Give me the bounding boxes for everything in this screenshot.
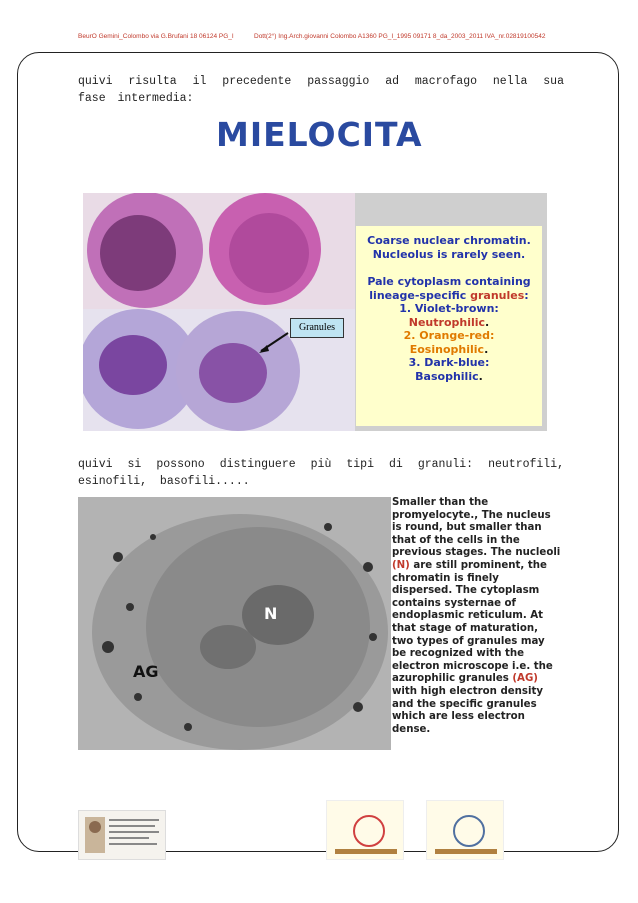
text-line4a: lineage-specific: [369, 288, 471, 302]
em-image: [78, 497, 391, 750]
item2-label: 2. Orange-red:: [403, 329, 495, 342]
text-granules-word: granules: [470, 288, 525, 302]
dot3: .: [478, 369, 483, 383]
text-line1: Coarse nuclear chromatin.: [367, 234, 531, 247]
desc-n-ref: (N): [392, 559, 410, 571]
header-left: BeurO Gemini_Colombo via G.Brufani 18 06124 PG_I: [78, 33, 234, 40]
item1-label: 1. Violet-brown:: [399, 302, 499, 315]
slide2-description: [392, 497, 562, 750]
item2-value: Eosinophilic: [409, 342, 485, 356]
label-ag: AG: [133, 662, 159, 681]
desc-part3: are still prominent, the chromatin is finely dispersed. The cytoplasm contains systernae of endoplasmic reticulum. At that stage of maturation, two types of granules may be recognized with the electron microscope i.e. the azurophilic granules: [392, 559, 553, 685]
header-right: Dott(2°) Ing.Arch.giovanni Colombo A1360 PG_I_1995 09171 8_da_2003_2011 IVA_nr.02819100542: [254, 33, 546, 40]
stamp-1: [326, 800, 404, 860]
item3-label: 3. Dark-blue:: [408, 356, 490, 369]
item1-value: Neutrophilic: [408, 315, 486, 329]
electron-micrograph: [78, 497, 391, 750]
text-line2: Nucleolus is rarely seen.: [372, 247, 526, 261]
intro-paragraph: quivi risulta il precedente passaggio ad macrofago nella sua fase intermedia:: [78, 75, 564, 105]
mid-paragraph: quivi si possono distinguere più tipi di granuli: neutrofili, esinofili, basofili.....: [78, 458, 564, 488]
dot1: .: [485, 315, 490, 329]
label-n: N: [264, 604, 278, 623]
business-card-image: [78, 810, 166, 860]
desc-ag-ref: (AG): [512, 673, 538, 685]
desc-part5: with high electron density and the specific granules which are less electron dense.: [392, 685, 543, 735]
card-art: [79, 811, 165, 859]
stamp-2: [426, 800, 504, 860]
granules-label: Granules: [290, 318, 344, 338]
item3-value: Basophilic: [415, 369, 479, 383]
slide-title: MIELOCITA: [216, 115, 423, 154]
slide1-description: [356, 226, 542, 426]
text-line3: Pale cytoplasm containing: [367, 275, 531, 288]
desc-part1: Smaller than the promyelocyte., The nucleus is round, but smaller than that of the cells in the previous stages. The nucleoli: [392, 497, 561, 559]
text-colon: :: [524, 288, 529, 302]
dot2: .: [484, 342, 489, 356]
